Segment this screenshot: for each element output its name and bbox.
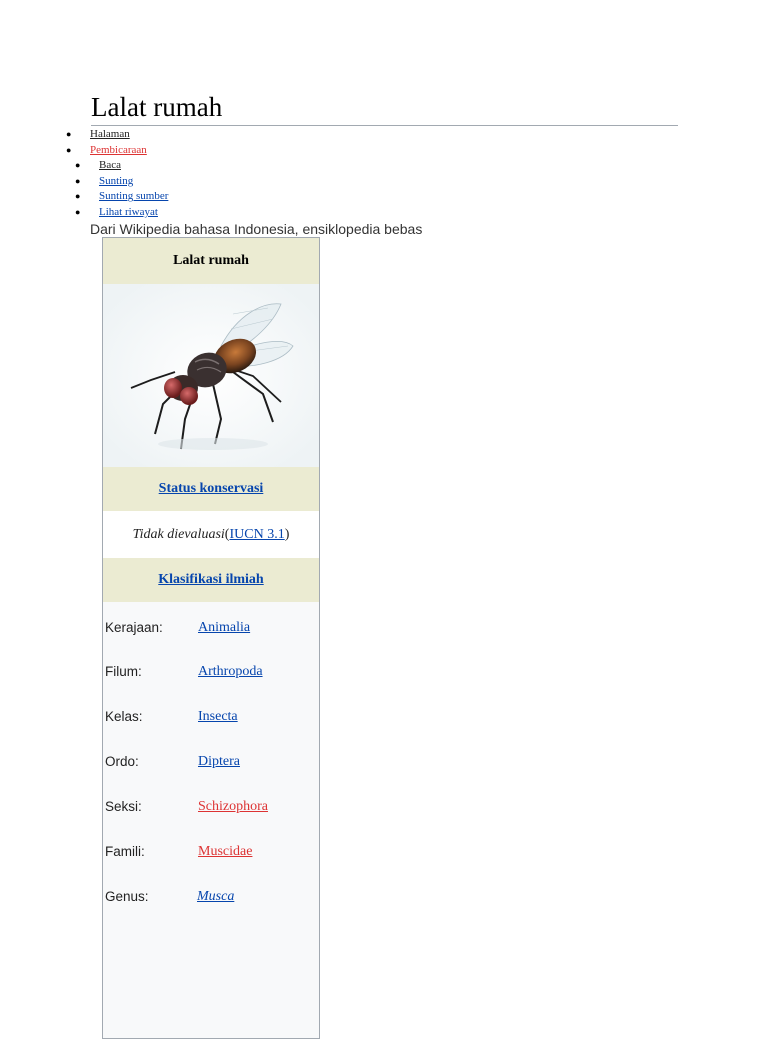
taxon-rank-label: Ordo: (105, 754, 139, 769)
taxon-rank-label: Famili: (105, 844, 145, 859)
housefly-photo-icon (103, 284, 319, 467)
nav-link-sunting-sumber[interactable]: Sunting sumber (99, 190, 169, 203)
taxon-row-ordo (103, 752, 319, 772)
taxon-value-link[interactable]: Schizophora (198, 799, 268, 814)
taxon-value-link[interactable]: Animalia (198, 620, 251, 635)
conservation-paren-open: ( (224, 526, 230, 542)
taxon-rank-label: Kelas: (105, 709, 143, 724)
nav-link-halaman[interactable]: Halaman (90, 128, 130, 140)
taxon-value-link[interactable]: Musca (197, 889, 235, 904)
nav-link-lihat-riwayat[interactable]: Lihat riwayat (99, 205, 158, 218)
taxon-value-link[interactable]: Arthropoda (198, 664, 263, 679)
taxobox-title: Lalat rumah (103, 238, 319, 284)
klasifikasi-ilmiah-link[interactable]: Klasifikasi ilmiah (158, 572, 264, 587)
taxon-row-filum (103, 662, 319, 682)
conservation-status (103, 511, 319, 558)
taxon-rank-label: Filum: (105, 664, 142, 679)
taxon-value-link[interactable]: Insecta (198, 709, 238, 724)
nav-link-pembicaraan[interactable]: Pembicaraan (90, 143, 147, 156)
taxon-row-kerajaan (103, 618, 319, 638)
site-tagline: Dari Wikipedia bahasa Indonesia, ensiklopedia bebas (90, 221, 423, 237)
taxon-rank-label: Kerajaan: (105, 620, 163, 635)
bullet-icon: ● (75, 206, 81, 217)
taxon-row-genus (103, 887, 319, 907)
taxon-row-famili (103, 842, 319, 862)
taxon-value-link[interactable]: Muscidae (198, 844, 253, 859)
nav-link-baca[interactable]: Baca (99, 159, 121, 172)
iucn-link[interactable]: IUCN 3.1 (229, 526, 285, 542)
taxon-rank-label: Genus: (105, 889, 149, 904)
taxobox (102, 237, 320, 1039)
status-konservasi-link[interactable]: Status konservasi (158, 481, 264, 496)
nav-link-sunting[interactable]: Sunting (99, 174, 134, 187)
conservation-status-value: Tidak dievaluasi (132, 526, 225, 542)
page-title: Lalat rumah (91, 92, 223, 122)
taxon-rank-label: Seksi: (105, 799, 142, 814)
taxobox-classification-header (103, 558, 319, 602)
bullet-icon: ● (75, 160, 81, 171)
bullet-icon: ● (66, 144, 72, 155)
taxobox-status-header (103, 467, 319, 511)
taxon-row-seksi (103, 797, 319, 817)
bullet-icon: ● (75, 191, 81, 202)
taxon-row-kelas (103, 707, 319, 727)
title-divider (91, 125, 678, 126)
bullet-icon: ● (75, 175, 81, 186)
taxobox-image[interactable] (103, 284, 319, 467)
taxon-value-link[interactable]: Diptera (198, 754, 240, 769)
conservation-paren-close: ) (284, 526, 290, 542)
bullet-icon: ● (66, 129, 72, 139)
